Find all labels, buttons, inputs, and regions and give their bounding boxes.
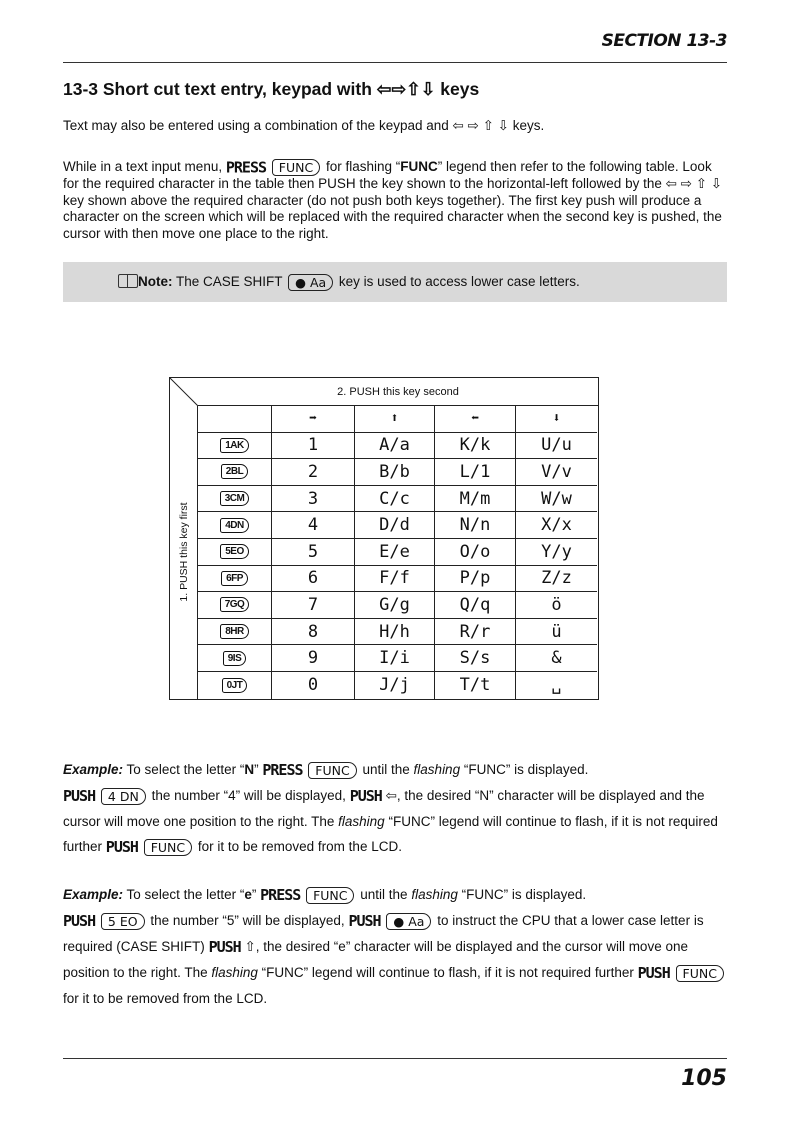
key-4dn: 4 DN xyxy=(101,788,146,805)
push-icon: PUSH xyxy=(105,837,138,856)
down-arrow-icon: ⬇ xyxy=(516,406,597,433)
char-cell: 3 xyxy=(272,486,355,513)
example2-t8: “FUNC” legend will continue to flash, if it is not required further xyxy=(261,964,634,980)
char-cell: J/j xyxy=(355,672,435,699)
example1-t5: the number “4” will be displayed, xyxy=(151,787,346,803)
example2-label: Example: xyxy=(63,887,124,902)
note-text xyxy=(118,274,580,291)
keypad-key-1ak: 1AK xyxy=(220,438,249,453)
char-cell: O/o xyxy=(435,539,516,566)
keypad-key-9is: 9IS xyxy=(223,651,247,666)
grid-corner xyxy=(198,406,272,433)
section-label: SECTION 13-3 xyxy=(601,31,727,51)
char-cell: & xyxy=(516,645,597,672)
char-cell: S/s xyxy=(435,645,516,672)
example1-t1: To select the letter “ xyxy=(126,762,245,777)
first-key-cell xyxy=(198,592,272,619)
example-2 xyxy=(63,882,733,1011)
first-key-cell xyxy=(198,672,272,699)
key-5eo: 5 EO xyxy=(101,913,145,930)
intro-func-bold: FUNC xyxy=(400,159,438,175)
push-icon: PUSH xyxy=(349,786,382,805)
push-icon: PUSH xyxy=(63,786,96,805)
char-cell: C/c xyxy=(355,486,435,513)
char-cell: A/a xyxy=(355,433,435,460)
intro-text-c: ” legend then refer to the following table. Look for the required character in the table then PUSH the key shown to the horizontal-left followed by the ⇦ ⇨ ⇧ ⇩ key shown above the required character (do not push both keys together). The first key push will produce a character on the screen which will be replaced with the required character when the second key is pushed, the cursor with then move one place to the right. xyxy=(63,159,723,241)
example1-letter: N xyxy=(244,762,255,777)
keypad-key-2bl: 2BL xyxy=(221,464,248,479)
right-arrow-icon: ➡ xyxy=(272,406,355,433)
first-key-cell xyxy=(198,433,272,460)
func-key: FUNC xyxy=(676,965,724,982)
example2-t1: To select the letter “ xyxy=(126,887,245,902)
first-key-cell xyxy=(198,459,272,486)
char-cell: U/u xyxy=(516,433,597,460)
first-key-cell xyxy=(198,486,272,513)
press-icon: PRESS xyxy=(262,760,303,779)
push-first-label: 1. PUSH this key first xyxy=(178,502,190,602)
char-cell: 0 xyxy=(272,672,355,699)
example1-t2: ” xyxy=(254,762,259,777)
example2-t7: ⇧, the desired “e” character will be displayed and the cursor will move one position to the right. The xyxy=(63,938,688,980)
char-cell: H/h xyxy=(355,619,435,646)
char-cell: 2 xyxy=(272,459,355,486)
top-rule xyxy=(63,62,727,63)
char-cell: 8 xyxy=(272,619,355,646)
push-icon: PUSH xyxy=(63,911,96,930)
char-cell: 1 xyxy=(272,433,355,460)
char-cell: 6 xyxy=(272,566,355,593)
up-arrow-icon: ⬆ xyxy=(355,406,435,433)
bottom-rule xyxy=(63,1058,727,1059)
first-key-cell xyxy=(198,512,272,539)
page-title: 13-3 Short cut text entry, keypad with ⇦⇨⇧⇩ keys xyxy=(63,79,480,99)
example1-label: Example: xyxy=(63,762,124,777)
example2-t9: for it to be removed from the LCD. xyxy=(63,990,268,1006)
char-cell: K/k xyxy=(435,433,516,460)
case-shift-key: ● Aa xyxy=(288,274,333,291)
book-icon xyxy=(118,274,138,288)
push-icon: PUSH xyxy=(637,963,670,982)
press-icon: PRESS xyxy=(225,158,267,177)
char-cell: ␣ xyxy=(551,675,562,696)
example1-t7: “FUNC” legend will continue to flash, if it is not required further xyxy=(63,813,718,854)
char-cell: F/f xyxy=(355,566,435,593)
example2-t3: until the xyxy=(360,887,408,902)
example2-t2: ” xyxy=(251,887,257,902)
page-number: 105 xyxy=(681,1066,727,1091)
example2-flashing: flashing xyxy=(411,887,458,902)
push-icon: PUSH xyxy=(348,911,381,930)
intro-text-a: While in a text input menu, xyxy=(63,159,223,175)
char-cell: ü xyxy=(516,619,597,646)
func-key: FUNC xyxy=(306,887,354,904)
char-cell: ö xyxy=(516,592,597,619)
first-key-cell xyxy=(198,619,272,646)
char-cell: Y/y xyxy=(516,539,597,566)
first-key-cell xyxy=(198,539,272,566)
func-key: FUNC xyxy=(144,839,192,856)
char-cell: B/b xyxy=(355,459,435,486)
char-cell: I/i xyxy=(355,645,435,672)
example2-t6: to instruct the CPU that a lower case letter is required (CASE SHIFT) xyxy=(63,912,704,954)
note-text-a: The CASE SHIFT xyxy=(176,274,283,290)
char-cell: Q/q xyxy=(435,592,516,619)
keypad-key-6fp: 6FP xyxy=(221,571,248,586)
example1-flashing-2: flashing xyxy=(338,813,385,829)
example1-t8: for it to be removed from the LCD. xyxy=(197,838,402,854)
char-cell: T/t xyxy=(435,672,516,699)
char-cell: E/e xyxy=(355,539,435,566)
char-cell: V/v xyxy=(516,459,597,486)
char-cell: G/g xyxy=(355,592,435,619)
left-arrow-icon: ⬅ xyxy=(435,406,516,433)
char-cell: N/n xyxy=(435,512,516,539)
keypad-key-4dn: 4DN xyxy=(220,518,249,533)
table-corner-diagonal xyxy=(170,378,198,406)
key-grid xyxy=(198,406,598,699)
char-cell: R/r xyxy=(435,619,516,646)
char-cell: 7 xyxy=(272,592,355,619)
case-shift-key: ● Aa xyxy=(386,913,431,930)
keypad-key-3cm: 3CM xyxy=(220,491,250,506)
note-label: Note: xyxy=(138,274,173,290)
char-cell: P/p xyxy=(435,566,516,593)
example2-t5: the number “5” will be displayed, xyxy=(150,912,345,928)
func-key: FUNC xyxy=(272,159,320,176)
push-first-column xyxy=(170,406,198,699)
note-text-b: key is used to access lower case letters. xyxy=(338,274,580,290)
char-cell: 4 xyxy=(272,512,355,539)
intro-line: Text may also be entered using a combination of the keypad and ⇦ ⇨ ⇧ ⇩ keys. xyxy=(63,118,545,133)
example2-t4: “FUNC” is displayed. xyxy=(461,887,587,902)
example1-t4: “FUNC” is displayed. xyxy=(463,762,589,777)
first-key-cell xyxy=(198,645,272,672)
push-icon: PUSH xyxy=(208,937,241,956)
push-second-header: 2. PUSH this key second xyxy=(198,378,598,406)
keypad-key-8hr: 8HR xyxy=(220,624,249,639)
example-1 xyxy=(63,757,733,860)
char-cell: 5 xyxy=(272,539,355,566)
example1-t6: ⇦, the desired “N” character will be displayed and the cursor will move one position to the right. The xyxy=(63,787,705,829)
press-icon: PRESS xyxy=(260,885,301,904)
example2-letter: e xyxy=(244,887,252,902)
char-cell: W/w xyxy=(516,486,597,513)
intro-paragraph xyxy=(63,159,727,242)
example1-flashing: flashing xyxy=(413,762,461,777)
key-table xyxy=(169,377,599,700)
char-cell: L/1 xyxy=(435,459,516,486)
example2-flashing-2: flashing xyxy=(211,964,258,980)
keypad-key-0jt: 0JT xyxy=(222,678,248,693)
note-box xyxy=(63,262,727,302)
example1-t3: until the xyxy=(362,762,410,777)
char-cell: D/d xyxy=(355,512,435,539)
char-cell: Z/z xyxy=(516,566,597,593)
char-cell: X/x xyxy=(516,512,597,539)
char-cell: M/m xyxy=(435,486,516,513)
keypad-key-5eo: 5EO xyxy=(220,544,249,559)
func-key: FUNC xyxy=(308,762,356,779)
first-key-cell xyxy=(198,566,272,593)
keypad-key-7gq: 7GQ xyxy=(220,597,250,612)
char-cell: 9 xyxy=(272,645,355,672)
intro-text-b: for flashing “ xyxy=(325,159,401,175)
